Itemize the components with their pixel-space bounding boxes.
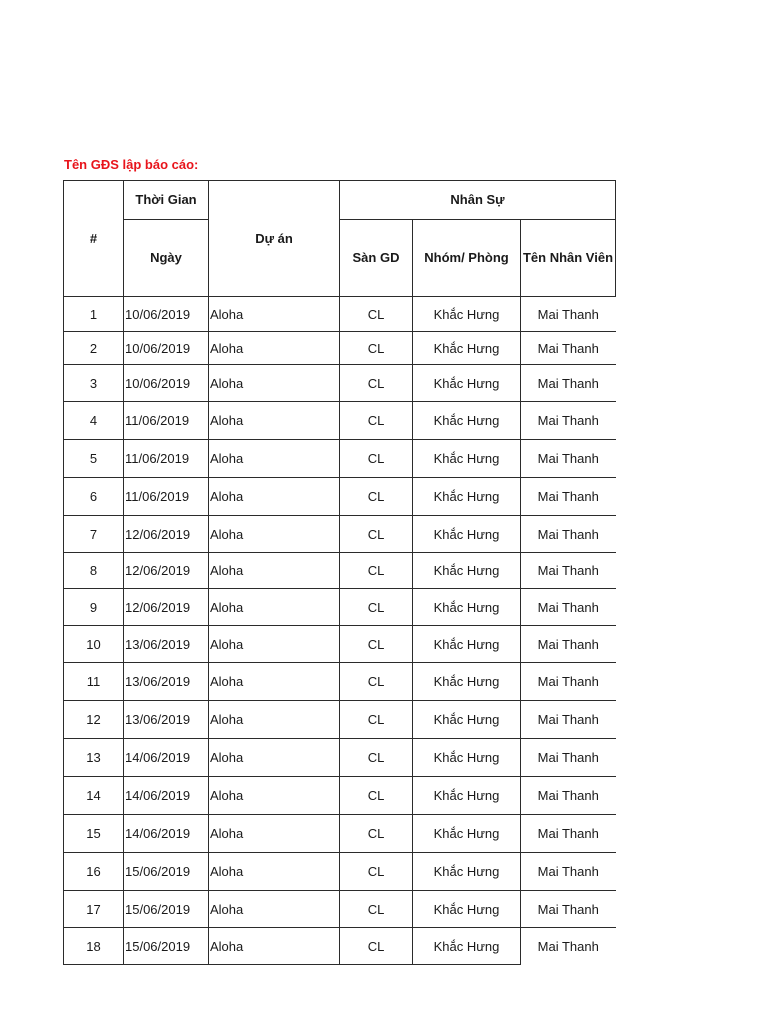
cell-index: 13 [64,739,124,777]
header-project: Dự án [209,181,340,297]
cell-employee: Mai Thanh [521,478,616,516]
cell-project: Aloha [209,928,340,965]
cell-team: Khắc Hưng [413,891,521,928]
cell-index: 8 [64,553,124,589]
cell-project: Aloha [209,701,340,739]
table-row [64,478,616,516]
cell-employee: Mai Thanh [521,626,616,663]
cell-date: 12/06/2019 [124,589,209,626]
header-team: Nhóm/ Phòng [413,220,521,297]
cell-index: 14 [64,777,124,815]
cell-floor: CL [340,739,413,777]
cell-employee: Mai Thanh [521,402,616,440]
cell-employee: Mai Thanh [521,815,616,853]
cell-date: 14/06/2019 [124,739,209,777]
cell-floor: CL [340,440,413,478]
table-row [64,516,616,553]
cell-project: Aloha [209,589,340,626]
cell-date: 15/06/2019 [124,853,209,891]
cell-employee: Mai Thanh [521,365,616,402]
cell-date: 11/06/2019 [124,440,209,478]
table-row [64,365,616,402]
cell-project: Aloha [209,626,340,663]
cell-date: 13/06/2019 [124,626,209,663]
cell-date: 14/06/2019 [124,777,209,815]
cell-date: 15/06/2019 [124,928,209,965]
cell-employee: Mai Thanh [521,891,616,928]
cell-employee: Mai Thanh [521,853,616,891]
table-row [64,297,616,332]
table-row [64,663,616,701]
cell-index: 15 [64,815,124,853]
cell-team: Khắc Hưng [413,589,521,626]
cell-employee: Mai Thanh [521,739,616,777]
table-row [64,553,616,589]
cell-floor: CL [340,815,413,853]
cell-team: Khắc Hưng [413,478,521,516]
cell-floor: CL [340,701,413,739]
cell-date: 12/06/2019 [124,553,209,589]
table-row [64,626,616,663]
cell-date: 13/06/2019 [124,663,209,701]
cell-team: Khắc Hưng [413,516,521,553]
cell-team: Khắc Hưng [413,626,521,663]
table-body [64,297,616,965]
cell-index: 4 [64,402,124,440]
report-table [63,180,616,965]
cell-team: Khắc Hưng [413,853,521,891]
cell-employee: Mai Thanh [521,663,616,701]
table-header [64,181,616,297]
cell-floor: CL [340,402,413,440]
cell-project: Aloha [209,402,340,440]
cell-floor: CL [340,891,413,928]
cell-date: 14/06/2019 [124,815,209,853]
cell-employee: Mai Thanh [521,553,616,589]
cell-project: Aloha [209,516,340,553]
cell-date: 12/06/2019 [124,516,209,553]
cell-team: Khắc Hưng [413,663,521,701]
header-employee: Tên Nhân Viên [521,220,616,297]
report-title: Tên GĐS lập báo cáo: [64,157,199,172]
cell-index: 11 [64,663,124,701]
cell-team: Khắc Hưng [413,777,521,815]
table-row [64,402,616,440]
cell-index: 6 [64,478,124,516]
cell-project: Aloha [209,663,340,701]
cell-floor: CL [340,516,413,553]
cell-date: 10/06/2019 [124,332,209,365]
cell-team: Khắc Hưng [413,332,521,365]
table-row [64,853,616,891]
header-time-group: Thời Gian [124,181,209,220]
cell-date: 11/06/2019 [124,402,209,440]
cell-floor: CL [340,777,413,815]
cell-employee: Mai Thanh [521,440,616,478]
cell-floor: CL [340,928,413,965]
cell-employee: Mai Thanh [521,516,616,553]
cell-index: 18 [64,928,124,965]
table-row [64,332,616,365]
cell-floor: CL [340,663,413,701]
cell-employee: Mai Thanh [521,701,616,739]
cell-index: 17 [64,891,124,928]
cell-team: Khắc Hưng [413,701,521,739]
cell-date: 13/06/2019 [124,701,209,739]
cell-project: Aloha [209,297,340,332]
cell-floor: CL [340,332,413,365]
cell-index: 10 [64,626,124,663]
cell-floor: CL [340,478,413,516]
cell-project: Aloha [209,891,340,928]
cell-floor: CL [340,553,413,589]
cell-project: Aloha [209,440,340,478]
header-index: # [64,181,124,297]
cell-index: 5 [64,440,124,478]
cell-project: Aloha [209,853,340,891]
cell-project: Aloha [209,553,340,589]
cell-team: Khắc Hưng [413,553,521,589]
cell-team: Khắc Hưng [413,440,521,478]
cell-team: Khắc Hưng [413,402,521,440]
table-row [64,440,616,478]
cell-floor: CL [340,626,413,663]
cell-project: Aloha [209,815,340,853]
cell-floor: CL [340,853,413,891]
table-row [64,815,616,853]
cell-floor: CL [340,297,413,332]
table-row [64,891,616,928]
cell-project: Aloha [209,478,340,516]
header-staff-group: Nhân Sự [340,181,616,220]
cell-project: Aloha [209,739,340,777]
cell-project: Aloha [209,777,340,815]
cell-employee: Mai Thanh [521,589,616,626]
header-floor: Sàn GD [340,220,413,297]
cell-index: 1 [64,297,124,332]
cell-employee: Mai Thanh [521,777,616,815]
cell-team: Khắc Hưng [413,739,521,777]
cell-employee: Mai Thanh [521,297,616,332]
cell-floor: CL [340,589,413,626]
cell-team: Khắc Hưng [413,815,521,853]
cell-employee: Mai Thanh [521,332,616,365]
cell-team: Khắc Hưng [413,365,521,402]
table-row [64,701,616,739]
table-row [64,928,616,965]
cell-date: 10/06/2019 [124,365,209,402]
cell-date: 11/06/2019 [124,478,209,516]
table-row [64,739,616,777]
table-row [64,589,616,626]
cell-employee: Mai Thanh [521,928,616,965]
cell-team: Khắc Hưng [413,297,521,332]
header-date: Ngày [124,220,209,297]
cell-index: 2 [64,332,124,365]
cell-floor: CL [340,365,413,402]
cell-date: 15/06/2019 [124,891,209,928]
cell-project: Aloha [209,332,340,365]
cell-index: 7 [64,516,124,553]
cell-team: Khắc Hưng [413,928,521,965]
cell-index: 16 [64,853,124,891]
table-row [64,777,616,815]
cell-date: 10/06/2019 [124,297,209,332]
cell-index: 12 [64,701,124,739]
cell-project: Aloha [209,365,340,402]
cell-index: 3 [64,365,124,402]
cell-index: 9 [64,589,124,626]
